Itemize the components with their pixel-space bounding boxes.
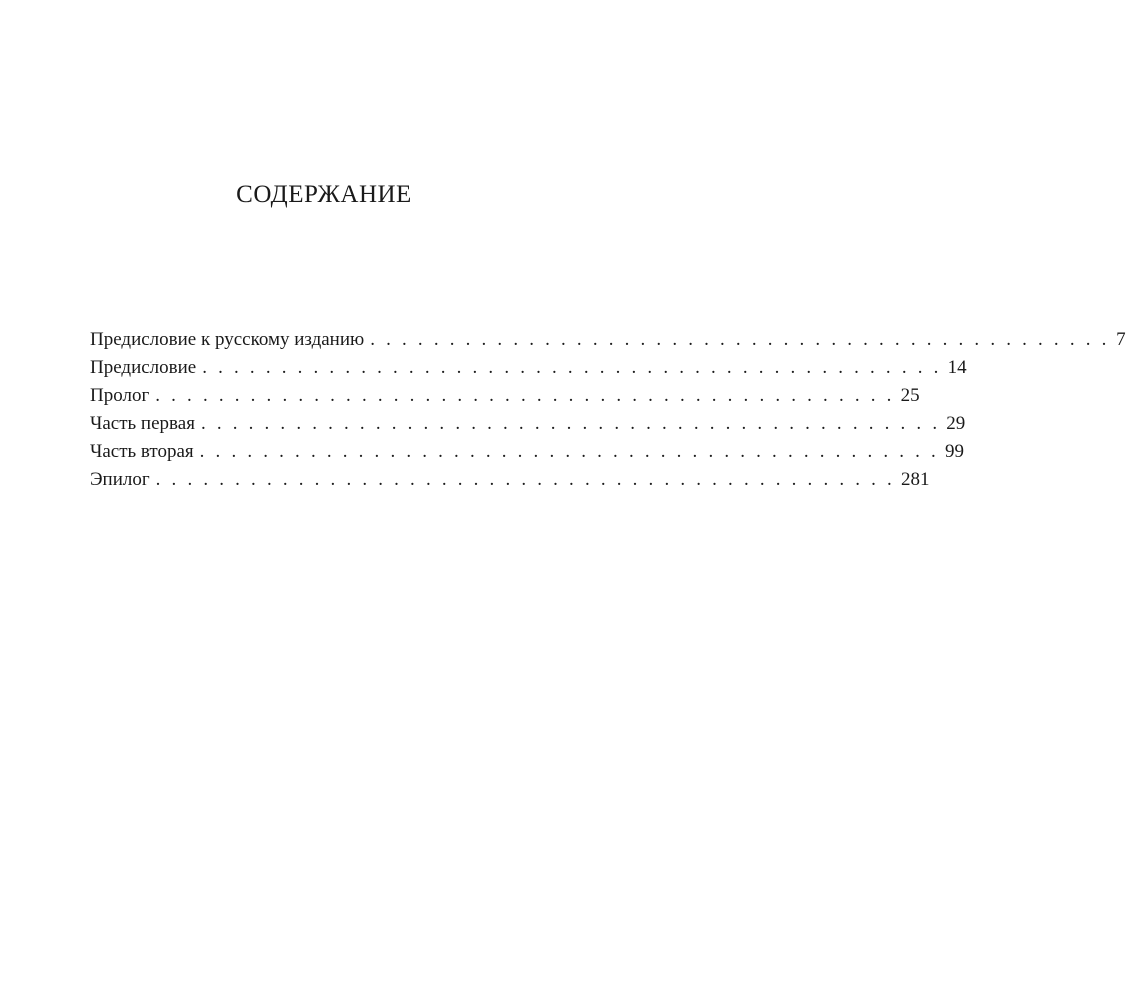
toc-entry-page: 25 bbox=[900, 385, 920, 406]
toc-dot-leader: . . . . . . . . . . . . . . . . . . . . . . . . . . . . . . . . . . . . . . . . . . . . . . . bbox=[370, 329, 1110, 350]
toc-entry[interactable] bbox=[90, 466, 930, 494]
toc-entry-label: Эпилог bbox=[90, 469, 150, 490]
toc-dot-leader: . . . . . . . . . . . . . . . . . . . . . . . . . . . . . . . . . . . . . . . . . . . . . . . bbox=[155, 469, 896, 490]
toc-dot-leader: . . . . . . . . . . . . . . . . . . . . . . . . . . . . . . . . . . . . . . . . . . . . . . . bbox=[202, 357, 942, 378]
toc-dot-leader: . . . . . . . . . . . . . . . . . . . . . . . . . . . . . . . . . . . . . . . . . . . . . . . bbox=[200, 413, 941, 434]
toc-entry[interactable] bbox=[90, 438, 965, 466]
toc-entry[interactable] bbox=[90, 382, 920, 410]
table-of-contents bbox=[90, 326, 1126, 494]
toc-entry[interactable] bbox=[90, 326, 1126, 354]
toc-entry-label: Предисловие bbox=[90, 357, 197, 378]
toc-entry-page: 99 bbox=[945, 441, 965, 462]
toc-entry[interactable] bbox=[90, 354, 967, 382]
toc-dot-leader: . . . . . . . . . . . . . . . . . . . . . . . . . . . . . . . . . . . . . . . . . . . . . . . bbox=[155, 385, 895, 406]
toc-entry-page: 29 bbox=[946, 413, 966, 434]
toc-entry-label: Часть первая bbox=[90, 413, 195, 434]
toc-entry-label: Часть вторая bbox=[90, 441, 194, 462]
toc-entry-page: 7 bbox=[1116, 329, 1126, 350]
toc-entry-page: 281 bbox=[901, 469, 930, 490]
page-title: СОДЕРЖАНИЕ bbox=[236, 181, 412, 208]
toc-entry[interactable] bbox=[90, 410, 966, 438]
toc-entry-page: 14 bbox=[947, 357, 967, 378]
toc-dot-leader: . . . . . . . . . . . . . . . . . . . . . . . . . . . . . . . . . . . . . . . . . . . . . . . bbox=[199, 441, 940, 462]
toc-entry-label: Пролог bbox=[90, 385, 150, 406]
toc-entry-label: Предисловие к русскому изданию bbox=[90, 329, 365, 350]
